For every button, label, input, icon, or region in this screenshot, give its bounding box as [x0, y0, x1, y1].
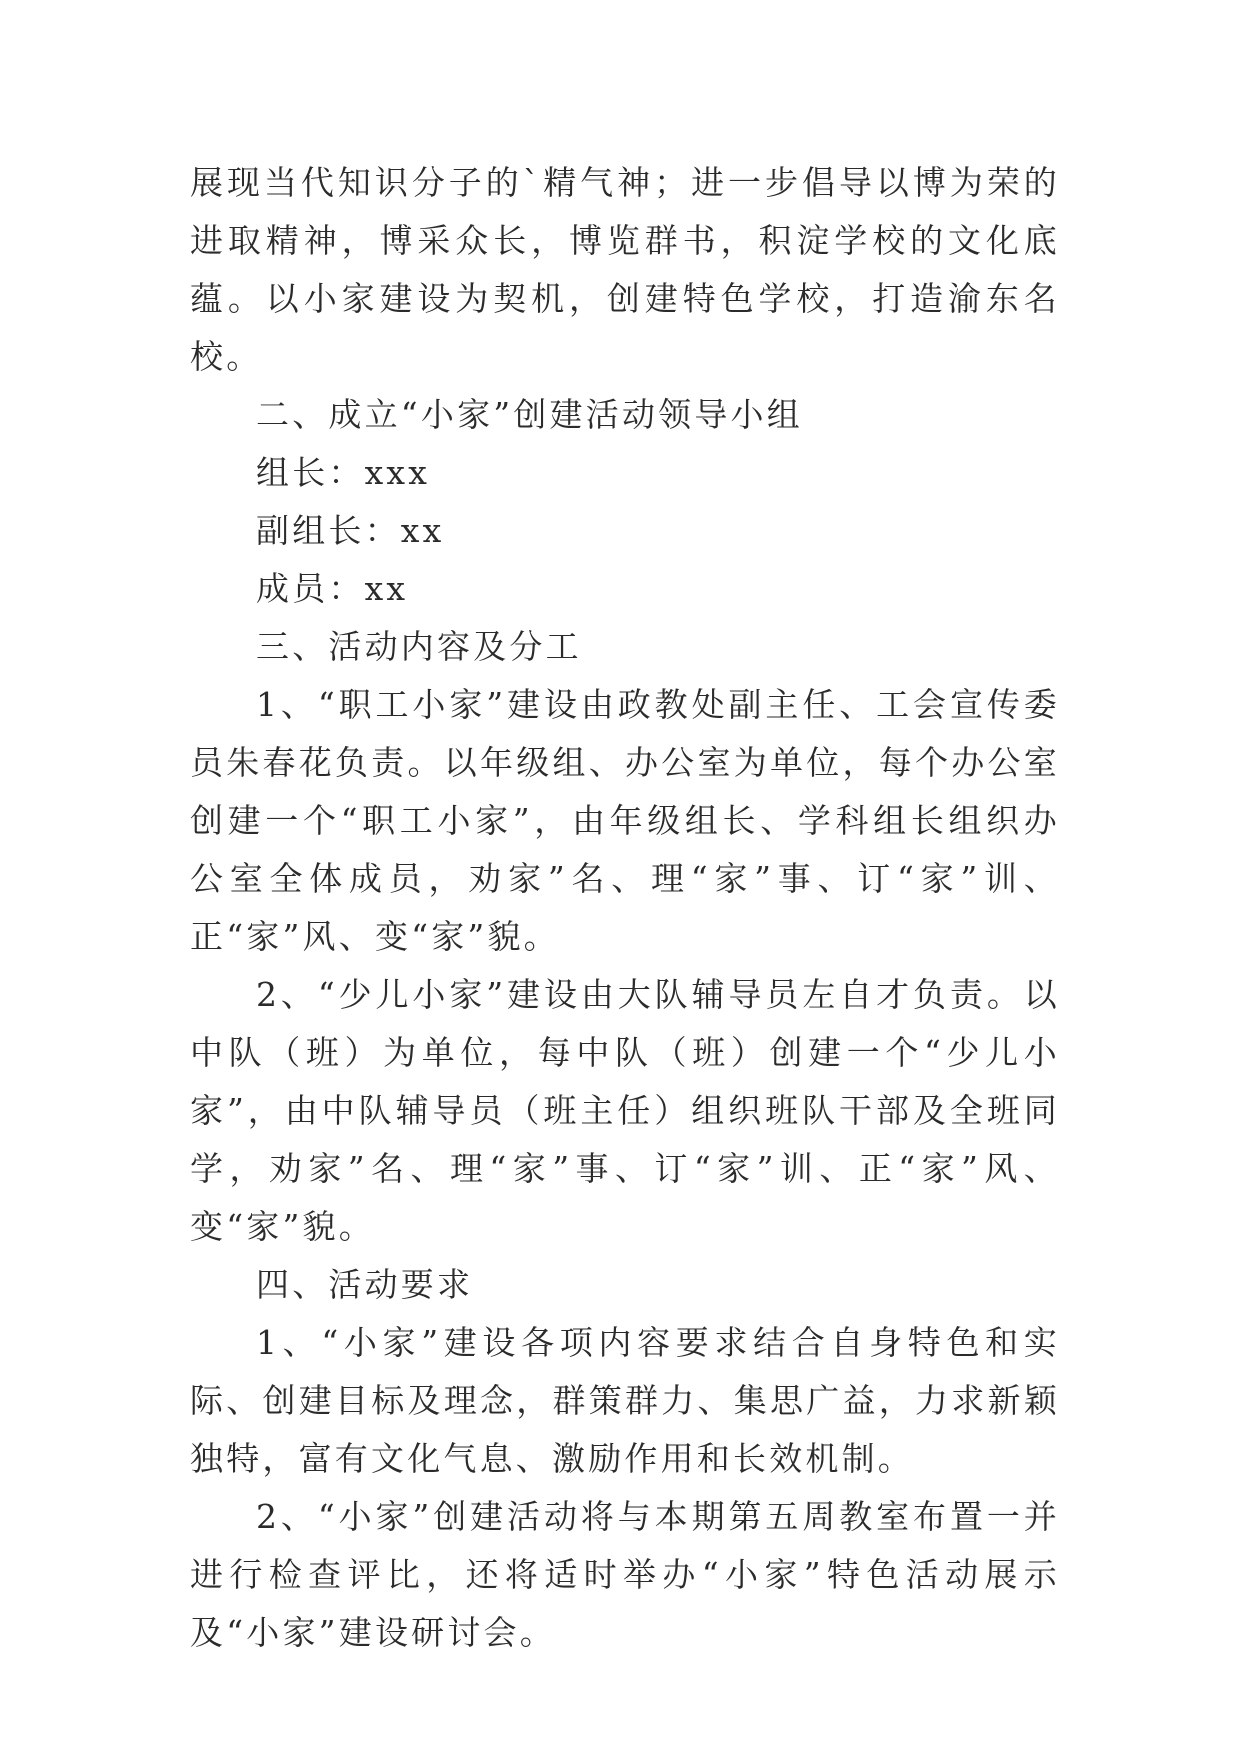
paragraph-requirement-1: 1、“小家”建设各项内容要求结合自身特色和实际、创建目标及理念，群策群力、集思广益，力求新颖独特，富有文化气息、激励作用和长效机制。	[190, 1323, 1060, 1478]
group-leader-line: 组长：xxx	[256, 453, 431, 492]
deputy-leader-line: 副组长：xx	[256, 511, 445, 550]
heading-section-4: 四、活动要求	[256, 1265, 474, 1304]
heading-section-2: 二、成立“小家”创建活动领导小组	[256, 395, 803, 434]
paragraph-children-home: 2、“少儿小家”建设由大队辅导员左自才负责。以中队（班）为单位，每中队（班）创建一个“少儿小家”，由中队辅导员（班主任）组织班队干部及全班同学，劝家”名、理“家”事、订“家”训、正“家”风、变“家”貌。	[190, 975, 1060, 1246]
paragraph-intro-continuation: 展现当代知识分子的`精气神；进一步倡导以博为荣的进取精神，博采众长，博览群书，积淀学校的文化底蕴。以小家建设为契机，创建特色学校，打造渝东名校。	[190, 163, 1060, 376]
members-line: 成员：xx	[256, 569, 409, 608]
paragraph-staff-home: 1、“职工小家”建设由政教处副主任、工会宣传委员朱春花负责。以年级组、办公室为单位，每个办公室创建一个“职工小家”，由年级组长、学科组长组织办公室全体成员，劝家”名、理“家”事、订“家”训、正“家”风、变“家”貌。	[190, 685, 1060, 956]
heading-section-3: 三、活动内容及分工	[256, 627, 582, 666]
paragraph-requirement-2: 2、“小家”创建活动将与本期第五周教室布置一并进行检查评比，还将适时举办“小家”特色活动展示及“小家”建设研讨会。	[190, 1497, 1060, 1652]
document-body	[190, 154, 1060, 1662]
